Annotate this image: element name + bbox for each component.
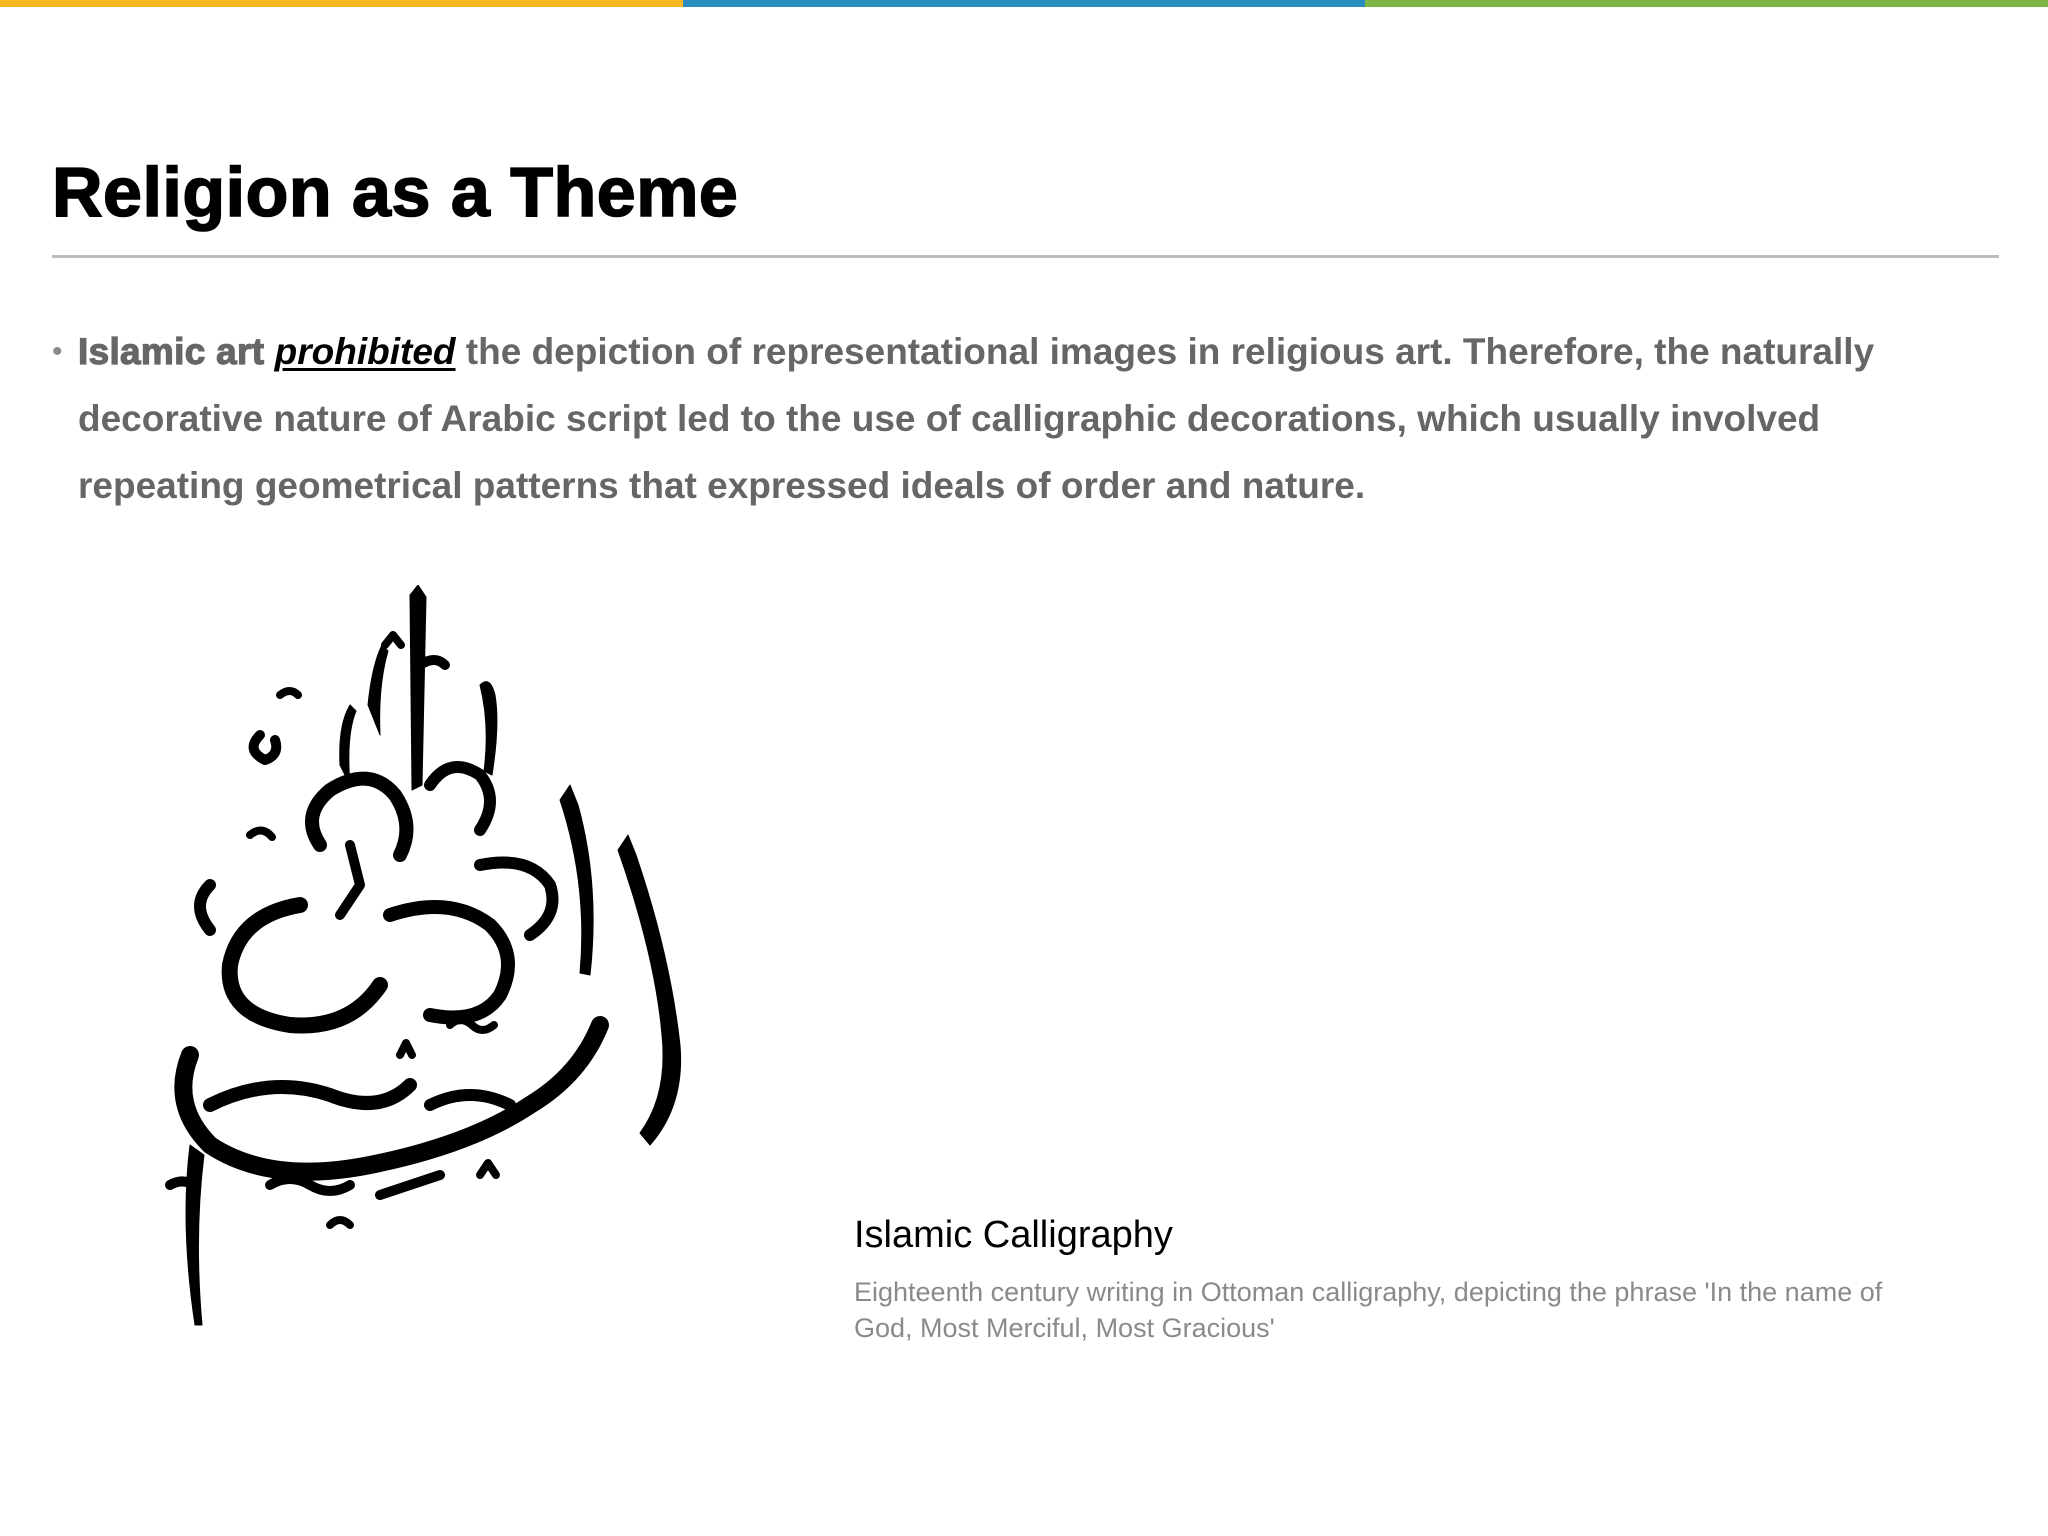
accent-yellow xyxy=(0,0,683,7)
bullet-item xyxy=(52,318,1992,519)
bullet-text xyxy=(78,318,1992,519)
stroke-alif-1 xyxy=(410,585,426,790)
bullet-rest: the depiction of representational images in religious art. Therefore, the naturally decorative nature of Arabic script led to the use of calligraphic decorations, which usually involved repeating geometrical patterns that expressed ideals of order and nature. xyxy=(78,331,1875,506)
calligraphy-image xyxy=(150,585,710,1335)
bullet-dot-icon: • xyxy=(52,335,63,368)
stroke-right-sweep xyxy=(618,835,681,1145)
top-accent-bar xyxy=(0,0,2048,7)
accent-blue xyxy=(683,0,1366,7)
title-divider xyxy=(52,255,1999,258)
slide-title: Religion as a Theme xyxy=(52,153,739,231)
bullet-lead: Islamic art xyxy=(78,331,265,372)
accent-green xyxy=(1365,0,2048,7)
prohibited-link[interactable]: prohibited xyxy=(274,331,456,372)
stroke-tail xyxy=(186,1145,204,1325)
figure-caption-description: Eighteenth century writing in Ottoman calligraphy, depicting the phrase 'In the name of God, Most Merciful, Most Gracious' xyxy=(854,1277,1883,1343)
figure-caption-title: Islamic Calligraphy xyxy=(854,1214,1173,1256)
